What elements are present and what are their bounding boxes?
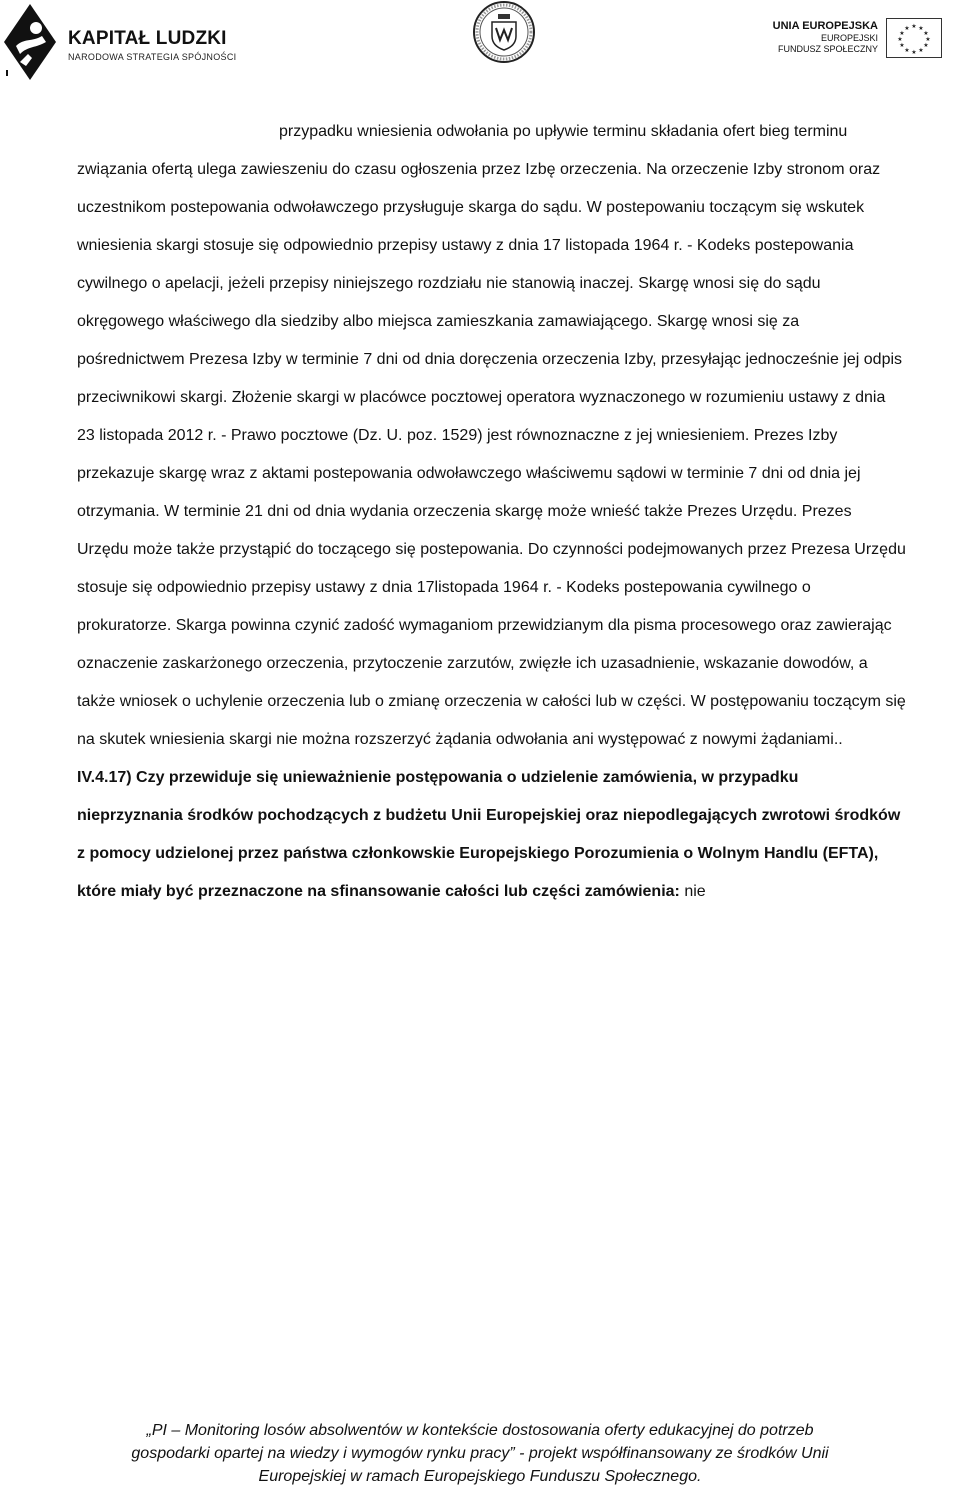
svg-text:★: ★ <box>911 49 917 56</box>
page-footer <box>40 1419 920 1488</box>
svg-text:★: ★ <box>897 36 903 43</box>
eu-logo <box>772 18 960 68</box>
svg-text:★: ★ <box>918 25 924 32</box>
svg-text:★: ★ <box>923 42 929 49</box>
question-answer: nie <box>684 883 706 900</box>
body-paragraph <box>77 113 907 759</box>
svg-text:★: ★ <box>899 30 905 37</box>
page-header <box>0 0 960 90</box>
svg-text:★: ★ <box>899 42 905 49</box>
kapital-ludzki-subtitle: NARODOWA STRATEGIA SPÓJNOŚCI <box>68 52 237 62</box>
footer-line-2: gospodarki opartej na wiedzy i wymogów rynku pracy” - projekt współfinansowany ze środków Unii <box>131 1445 829 1462</box>
question-text: IV.4.17) Czy przewiduje się unieważnienie postępowania o udzielenie zamówienia, w przypadku nieprzyznania środków pochodzących z budżetu Unii Europejskiej oraz niepodlegających zwrotowi środków z pomocy udzielonej przez państwa członkowskie Europejskiego Porozumienia o Wolnym Handlu (EFTA), które miały być przeznaczone na sfinansowanie całości lub części zamówienia: <box>77 769 901 900</box>
document-body <box>77 113 907 911</box>
university-seal-icon <box>472 0 536 64</box>
eu-line-1: UNIA EUROPEJSKA <box>772 20 878 32</box>
kapital-ludzki-emblem-icon <box>2 2 58 82</box>
eu-flag-icon <box>886 18 942 58</box>
svg-text:★: ★ <box>923 30 929 37</box>
footer-line-1: „PI – Monitoring losów absolwentów w kontekście dostosowania oferty edukacyjnej do potrzeb <box>146 1422 814 1439</box>
svg-text:★: ★ <box>904 47 910 54</box>
svg-text:★: ★ <box>911 23 917 30</box>
svg-text:★: ★ <box>918 47 924 54</box>
eu-line-3: FUNDUSZ SPOŁECZNY <box>777 44 878 54</box>
footer-line-3: Europejskiej w ramach Europejskiego Funduszu Społecznego. <box>258 1468 702 1485</box>
body-paragraph-text: przypadku wniesienia odwołania po upływie terminu składania ofert bieg terminu związania ofertą ulega zawieszeniu do czasu ogłoszenia przez Izbę orzeczenia. Na orzeczenie Izby stronom oraz uczestnikom postepowania odwoławczego przysługuje skarga do sądu. W postepowaniu toczącym się wskutek wniesienia skargi stosuje się odpowiednio przepisy ustawy z dnia 17 listopada 1964 r. - Kodeks postepowania cywilnego o apelacji, jeżeli przepisy niniejszego rozdziału nie stanowią inaczej. Skargę wnosi się do sądu okręgowego właściwego dla siedziby albo miejsca zamieszkania zamawiającego. Skargę wnosi się za pośrednictwem Prezesa Izby w terminie 7 dni od dnia doręczenia orzeczenia Izby, przesyłając jednocześnie jej odpis przeciwnikowi skargi. Złożenie skargi w placówce pocztowej operatora wyznaczonego w rozumieniu ustawy z dnia 23 listopada 2012 r. - Prawo pocztowe (Dz. U. poz. 1529) jest równoznaczne z jej wniesieniem. Prezes Izby przekazuje skargę wraz z aktami postepowania odwoławczego właściwemu sądowi w terminie 7 dni od dnia jej otrzymania. W terminie 21 dni od dnia wydania orzeczenia skargę może wnieść także Prezes Urzędu. Prezes Urzędu może także przystąpić do toczącego się postepowania. Do czynności podejmowanych przez Prezesa Urzędu stosuje się odpowiednio przepisy ustawy z dnia 17listopada 1964 r. - Kodeks postepowania cywilnego o prokuratorze. Skarga powinna czynić zadość wymaganiom przewidzianym dla pisma procesowego oraz zawierając oznaczenie zaskarżonego orzeczenia, przytoczenie zarzutów, zwięzłe ich uzasadnienie, wskazanie dowodów, a także wniosek o uchylenie orzeczenia lub o zmianę orzeczenia w całości lub w części. W postępowaniu toczącym się na skutek wniesienia skargi nie można rozszerzyć żądania odwołania ani występować z nowymi żądaniami.. <box>77 123 906 748</box>
svg-text:★: ★ <box>904 25 910 32</box>
question-paragraph <box>77 759 907 911</box>
svg-text:★: ★ <box>925 36 931 43</box>
kapital-ludzki-logo <box>2 2 262 82</box>
eu-line-2: EUROPEJSKI <box>820 33 878 43</box>
kapital-ludzki-title: KAPITAŁ LUDZKI <box>68 28 227 49</box>
